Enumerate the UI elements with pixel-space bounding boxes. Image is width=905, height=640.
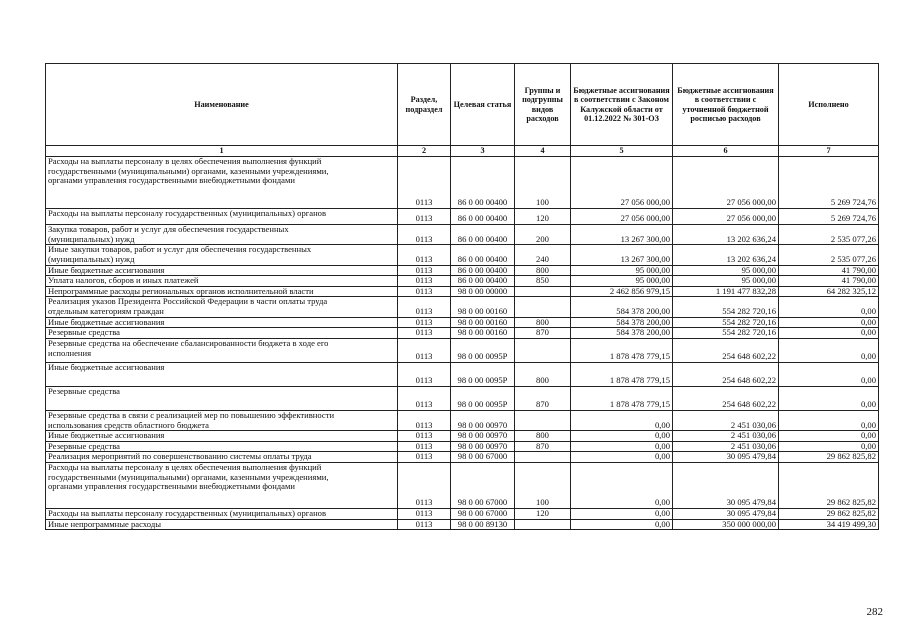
table-row — [46, 328, 879, 339]
table-row — [46, 265, 879, 276]
row-law-amount-cell: 0,00 — [571, 519, 673, 530]
row-law-amount-cell: 0,00 — [571, 431, 673, 442]
row-name-cell: Резервные средства в связи с реализацией мер по повышению эффективности использования средств областного бюджета — [46, 410, 398, 430]
row-name-cell: Иные бюджетные ассигнования — [46, 431, 398, 442]
row-section-cell: 0113 — [398, 362, 451, 386]
row-law-amount-cell: 1 878 478 779,15 — [571, 362, 673, 386]
row-law-amount-cell: 0,00 — [571, 463, 673, 509]
row-executed-amount-cell: 29 862 825,82 — [779, 452, 879, 463]
header-law: Бюджетные ассигнования в соответствии с Законом Калужской области от 01.12.2022 № 301-ОЗ — [571, 64, 673, 146]
column-number: 2 — [398, 146, 451, 157]
row-section-cell: 0113 — [398, 386, 451, 410]
row-executed-amount-cell: 0,00 — [779, 362, 879, 386]
row-revised-amount-cell: 554 282 720,16 — [673, 317, 779, 328]
row-revised-amount-cell: 27 056 000,00 — [673, 157, 779, 209]
row-target-cell: 86 0 00 00400 — [451, 209, 515, 225]
row-executed-amount-cell: 2 535 077,26 — [779, 245, 879, 265]
row-expense-type-cell: 100 — [515, 157, 571, 209]
row-target-cell: 98 0 00 00160 — [451, 297, 515, 317]
row-expense-type-cell: 200 — [515, 225, 571, 245]
row-executed-amount-cell: 0,00 — [779, 338, 879, 362]
row-executed-amount-cell: 0,00 — [779, 431, 879, 442]
row-executed-amount-cell: 0,00 — [779, 297, 879, 317]
row-law-amount-cell: 2 462 856 979,15 — [571, 286, 673, 297]
row-target-cell: 98 0 00 0095Р — [451, 338, 515, 362]
row-revised-amount-cell: 254 648 602,22 — [673, 338, 779, 362]
row-name-cell: Уплата налогов, сборов и иных платежей — [46, 276, 398, 287]
row-section-cell: 0113 — [398, 328, 451, 339]
row-target-cell: 86 0 00 00400 — [451, 245, 515, 265]
row-expense-type-cell: 100 — [515, 463, 571, 509]
row-name-cell: Иные бюджетные ассигнования — [46, 265, 398, 276]
row-expense-type-cell: 850 — [515, 276, 571, 287]
row-name-cell: Расходы на выплаты персоналу государственных (муниципальных) органов — [46, 509, 398, 520]
column-number: 3 — [451, 146, 515, 157]
row-expense-type-cell: 800 — [515, 265, 571, 276]
row-name-cell: Иные бюджетные ассигнования — [46, 362, 398, 386]
header-section: Раздел, подраздел — [398, 64, 451, 146]
row-section-cell: 0113 — [398, 452, 451, 463]
row-name-cell: Непрограммные расходы региональных органов исполнительной власти — [46, 286, 398, 297]
row-revised-amount-cell: 30 095 479,84 — [673, 509, 779, 520]
row-target-cell: 86 0 00 00400 — [451, 265, 515, 276]
row-law-amount-cell: 0,00 — [571, 441, 673, 452]
row-expense-type-cell: 800 — [515, 431, 571, 442]
header-executed: Исполнено — [779, 64, 879, 146]
row-executed-amount-cell: 34 419 499,30 — [779, 519, 879, 530]
row-name-cell: Резервные средства на обеспечение сбалансированности бюджета в ходе его исполнения — [46, 338, 398, 362]
table-row — [46, 431, 879, 442]
table-row — [46, 225, 879, 245]
row-law-amount-cell: 0,00 — [571, 410, 673, 430]
row-name-cell: Резервные средства — [46, 386, 398, 410]
table-row — [46, 317, 879, 328]
row-section-cell: 0113 — [398, 431, 451, 442]
row-section-cell: 0113 — [398, 463, 451, 509]
row-executed-amount-cell: 41 790,00 — [779, 276, 879, 287]
row-law-amount-cell: 13 267 300,00 — [571, 225, 673, 245]
row-revised-amount-cell: 1 191 477 832,28 — [673, 286, 779, 297]
row-section-cell: 0113 — [398, 209, 451, 225]
row-expense-type-cell: 120 — [515, 209, 571, 225]
row-law-amount-cell: 95 000,00 — [571, 276, 673, 287]
row-target-cell: 98 0 00 00160 — [451, 317, 515, 328]
row-expense-type-cell — [515, 519, 571, 530]
row-executed-amount-cell: 41 790,00 — [779, 265, 879, 276]
row-section-cell: 0113 — [398, 245, 451, 265]
column-number: 5 — [571, 146, 673, 157]
row-revised-amount-cell: 554 282 720,16 — [673, 328, 779, 339]
row-revised-amount-cell: 2 451 030,06 — [673, 431, 779, 442]
column-number: 1 — [46, 146, 398, 157]
row-expense-type-cell — [515, 297, 571, 317]
table-row — [46, 276, 879, 287]
row-executed-amount-cell: 29 862 825,82 — [779, 509, 879, 520]
row-section-cell: 0113 — [398, 338, 451, 362]
row-expense-type-cell: 240 — [515, 245, 571, 265]
row-section-cell: 0113 — [398, 265, 451, 276]
row-section-cell: 0113 — [398, 317, 451, 328]
row-target-cell: 98 0 00 00970 — [451, 410, 515, 430]
budget-table — [45, 63, 879, 530]
row-law-amount-cell: 584 378 200,00 — [571, 328, 673, 339]
row-revised-amount-cell: 254 648 602,22 — [673, 386, 779, 410]
row-name-cell: Расходы на выплаты персоналу государственных (муниципальных) органов — [46, 209, 398, 225]
row-expense-type-cell: 870 — [515, 441, 571, 452]
row-executed-amount-cell: 0,00 — [779, 317, 879, 328]
table-row — [46, 463, 879, 509]
row-target-cell: 86 0 00 00400 — [451, 157, 515, 209]
row-expense-type-cell: 800 — [515, 362, 571, 386]
row-law-amount-cell: 13 267 300,00 — [571, 245, 673, 265]
row-executed-amount-cell: 5 269 724,76 — [779, 157, 879, 209]
row-name-cell: Резервные средства — [46, 328, 398, 339]
row-name-cell: Закупка товаров, работ и услуг для обеспечения государственных (муниципальных) нужд — [46, 225, 398, 245]
row-executed-amount-cell: 0,00 — [779, 386, 879, 410]
row-executed-amount-cell: 0,00 — [779, 328, 879, 339]
row-target-cell: 98 0 00 67000 — [451, 509, 515, 520]
row-target-cell: 86 0 00 00400 — [451, 225, 515, 245]
row-section-cell: 0113 — [398, 157, 451, 209]
table-row — [46, 209, 879, 225]
row-expense-type-cell — [515, 286, 571, 297]
row-section-cell: 0113 — [398, 519, 451, 530]
row-section-cell: 0113 — [398, 276, 451, 287]
header-revised: Бюджетные ассигнования в соответствии с уточненной бюджетной росписью расходов — [673, 64, 779, 146]
row-law-amount-cell: 27 056 000,00 — [571, 157, 673, 209]
table-row — [46, 286, 879, 297]
row-section-cell: 0113 — [398, 225, 451, 245]
table-row — [46, 386, 879, 410]
row-section-cell: 0113 — [398, 286, 451, 297]
row-expense-type-cell: 800 — [515, 317, 571, 328]
table-row — [46, 410, 879, 430]
row-revised-amount-cell: 30 095 479,84 — [673, 452, 779, 463]
row-executed-amount-cell: 0,00 — [779, 441, 879, 452]
row-expense-type-cell: 120 — [515, 509, 571, 520]
table-row — [46, 452, 879, 463]
row-name-cell: Иные бюджетные ассигнования — [46, 317, 398, 328]
row-name-cell: Резервные средства — [46, 441, 398, 452]
row-revised-amount-cell: 30 095 479,84 — [673, 463, 779, 509]
row-law-amount-cell: 1 878 478 779,15 — [571, 386, 673, 410]
row-expense-type-cell: 870 — [515, 386, 571, 410]
column-number: 7 — [779, 146, 879, 157]
row-target-cell: 98 0 00 67000 — [451, 463, 515, 509]
row-section-cell: 0113 — [398, 410, 451, 430]
row-name-cell: Расходы на выплаты персоналу в целях обеспечения выполнения функций государственными (муниципальными) органами, казенными учреждениями, органами управления государственными внебюджетными фондами — [46, 463, 398, 509]
row-revised-amount-cell: 350 000 000,00 — [673, 519, 779, 530]
table-row — [46, 157, 879, 209]
row-target-cell: 98 0 00 00970 — [451, 431, 515, 442]
table-row — [46, 245, 879, 265]
row-section-cell: 0113 — [398, 297, 451, 317]
row-executed-amount-cell: 5 269 724,76 — [779, 209, 879, 225]
table-header-row — [46, 64, 879, 146]
table-row — [46, 338, 879, 362]
row-name-cell: Иные закупки товаров, работ и услуг для обеспечения государственных (муниципальных) нужд — [46, 245, 398, 265]
row-target-cell: 98 0 00 0095Р — [451, 362, 515, 386]
row-target-cell: 98 0 00 00970 — [451, 441, 515, 452]
page-number: 282 — [866, 606, 883, 618]
row-expense-type-cell: 870 — [515, 328, 571, 339]
row-target-cell: 98 0 00 00160 — [451, 328, 515, 339]
row-revised-amount-cell: 27 056 000,00 — [673, 209, 779, 225]
row-revised-amount-cell: 13 202 636,24 — [673, 245, 779, 265]
header-name: Наименование — [46, 64, 398, 146]
row-law-amount-cell: 1 878 478 779,15 — [571, 338, 673, 362]
table-row — [46, 362, 879, 386]
row-target-cell: 98 0 00 00000 — [451, 286, 515, 297]
row-section-cell: 0113 — [398, 441, 451, 452]
row-executed-amount-cell: 29 862 825,82 — [779, 463, 879, 509]
row-name-cell: Расходы на выплаты персоналу в целях обеспечения выполнения функций государственными (муниципальными) органами, казенными учреждениями, органами управления государственными внебюджетными фондами — [46, 157, 398, 209]
row-executed-amount-cell: 64 282 325,12 — [779, 286, 879, 297]
header-groups: Группы и подгруппы видов расходов — [515, 64, 571, 146]
row-law-amount-cell: 95 000,00 — [571, 265, 673, 276]
column-number: 4 — [515, 146, 571, 157]
header-target: Целевая статья — [451, 64, 515, 146]
column-number-row — [46, 146, 879, 157]
column-number: 6 — [673, 146, 779, 157]
table-row — [46, 297, 879, 317]
row-law-amount-cell: 584 378 200,00 — [571, 297, 673, 317]
row-law-amount-cell: 0,00 — [571, 452, 673, 463]
row-revised-amount-cell: 2 451 030,06 — [673, 441, 779, 452]
row-revised-amount-cell: 13 202 636,24 — [673, 225, 779, 245]
table-row — [46, 519, 879, 530]
row-expense-type-cell — [515, 338, 571, 362]
row-expense-type-cell — [515, 410, 571, 430]
row-revised-amount-cell: 554 282 720,16 — [673, 297, 779, 317]
table-row — [46, 441, 879, 452]
row-executed-amount-cell: 0,00 — [779, 410, 879, 430]
row-revised-amount-cell: 254 648 602,22 — [673, 362, 779, 386]
row-expense-type-cell — [515, 452, 571, 463]
row-name-cell: Реализация указов Президента Российской Федерации в части оплаты труда отдельным категориям граждан — [46, 297, 398, 317]
row-name-cell: Реализация мероприятий по совершенствованию системы оплаты труда — [46, 452, 398, 463]
row-revised-amount-cell: 95 000,00 — [673, 265, 779, 276]
row-law-amount-cell: 0,00 — [571, 509, 673, 520]
row-executed-amount-cell: 2 535 077,26 — [779, 225, 879, 245]
row-revised-amount-cell: 95 000,00 — [673, 276, 779, 287]
row-law-amount-cell: 584 378 200,00 — [571, 317, 673, 328]
row-name-cell: Иные непрограммные расходы — [46, 519, 398, 530]
row-target-cell: 86 0 00 00400 — [451, 276, 515, 287]
row-target-cell: 98 0 00 0095Р — [451, 386, 515, 410]
row-target-cell: 98 0 00 67000 — [451, 452, 515, 463]
table-row — [46, 509, 879, 520]
row-target-cell: 98 0 00 89130 — [451, 519, 515, 530]
row-revised-amount-cell: 2 451 030,06 — [673, 410, 779, 430]
row-law-amount-cell: 27 056 000,00 — [571, 209, 673, 225]
row-section-cell: 0113 — [398, 509, 451, 520]
